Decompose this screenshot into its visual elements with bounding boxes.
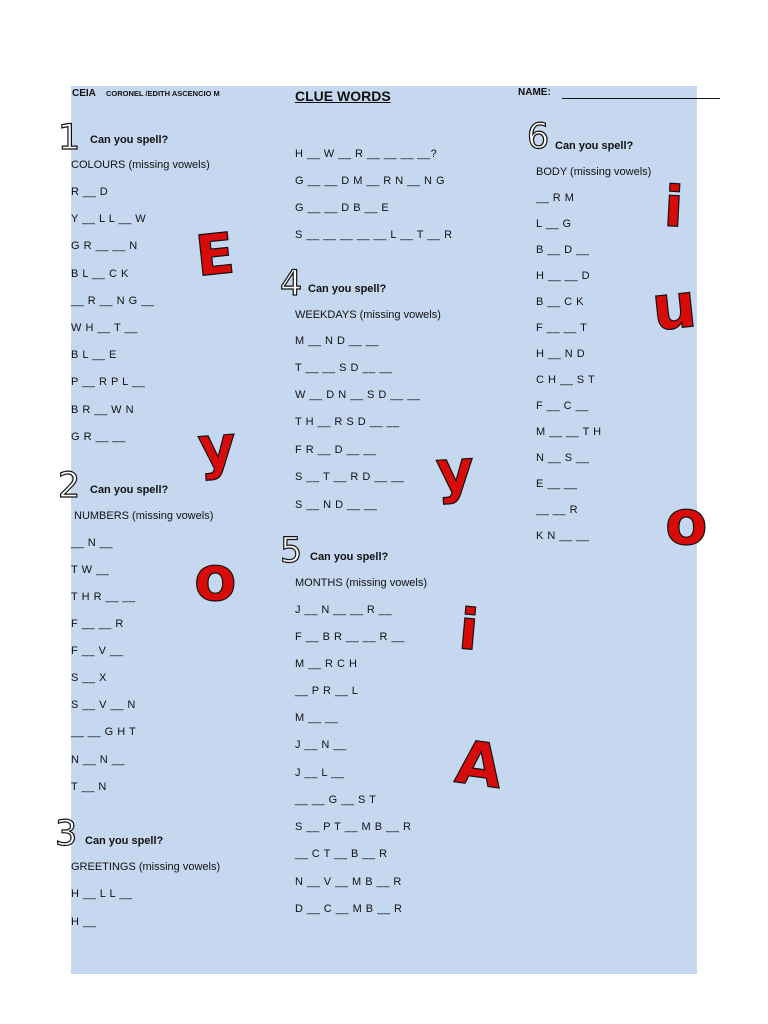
decorative-letter-o: o (665, 486, 708, 559)
section-6-item: B __ D __ (536, 244, 590, 256)
section-3-item: H __ W __ R __ __ __ __? (295, 148, 438, 160)
decorative-letter-y: y (434, 436, 476, 506)
section-2-item: T __ N (71, 781, 107, 793)
section-4-item: T H __ R S D __ __ (295, 416, 400, 428)
section-1-category: COLOURS (missing vowels) (71, 159, 210, 171)
section-4-item: M __ N D __ __ (295, 335, 380, 347)
worksheet-background (71, 86, 700, 974)
section-4-category: WEEKDAYS (missing vowels) (295, 309, 441, 321)
section-1-item: B L __ E (71, 349, 117, 361)
section-6-item: M __ __ T H (536, 426, 602, 438)
section-6-item: C H __ S T (536, 374, 596, 386)
section-6-item: B __ C K (536, 296, 585, 308)
section-6-item: H __ __ D (536, 270, 591, 282)
decorative-letter-e: E (192, 221, 238, 290)
section-6-item: __ R M (536, 192, 575, 204)
section-1-item: B R __ W N (71, 404, 135, 416)
section-3-item: S __ __ __ __ __ L __ T __ R (295, 229, 453, 241)
section-3-category: GREETINGS (missing vowels) (71, 861, 221, 873)
section-5-item: S __ P T __ M B __ R (295, 821, 412, 833)
section-1-item: Y __ L L __ W (71, 213, 147, 225)
section-5-item: __ __ G __ S T (295, 794, 377, 806)
section-5-item: __ C T __ B __ R (295, 848, 388, 860)
section-5-item: J __ N __ __ R __ (295, 604, 393, 616)
section-1-item: B L __ C K (71, 268, 129, 280)
section-3-prompt: Can you spell? (85, 835, 164, 847)
section-3-item: H __ L L __ (71, 888, 133, 900)
section-6-number: 6 (527, 117, 550, 157)
section-4-item: F R __ D __ __ (295, 444, 377, 456)
section-5-item: N __ V __ M B __ R (295, 876, 402, 888)
section-1-item: P __ R P L __ (71, 376, 146, 388)
section-1-number: 1 (58, 118, 81, 158)
section-5-item: D __ C __ M B __ R (295, 903, 403, 915)
section-1-prompt: Can you spell? (90, 134, 169, 146)
section-2-item: F __ V __ (71, 645, 124, 657)
section-4-item: S __ N D __ __ (295, 499, 378, 511)
section-6-item: E __ __ (536, 478, 578, 490)
section-6-item: K N __ __ (536, 530, 590, 542)
section-3-item: G __ __ D B __ E (295, 202, 390, 214)
decorative-letter-i: i (662, 174, 685, 241)
section-5-item: J __ L __ (295, 767, 345, 779)
section-1-item: G R __ __ (71, 431, 126, 443)
section-6-prompt: Can you spell? (555, 140, 634, 152)
section-2-item: S __ X (71, 672, 108, 684)
teacher-name: CORONEL /EDITH ASCENCIO M (106, 89, 220, 98)
section-3-item: G __ __ D M __ R N __ N G (295, 175, 446, 187)
section-4-item: T __ __ S D __ __ (295, 362, 393, 374)
section-6-category: BODY (missing vowels) (536, 166, 652, 178)
section-5-item: J __ N __ (295, 739, 347, 751)
name-field-line[interactable] (562, 98, 720, 99)
section-3-item: H __ (71, 916, 97, 928)
section-5-number: 5 (280, 531, 303, 571)
section-6-item: L __ G (536, 218, 572, 230)
decorative-letter-i: i (456, 597, 482, 664)
page-title: CLUE WORDS (295, 88, 391, 104)
section-6-item: H __ N D (536, 348, 586, 360)
section-2-prompt: Can you spell? (90, 484, 169, 496)
section-2-item: __ N __ (71, 537, 114, 549)
section-6-item: F __ C __ (536, 400, 589, 412)
section-5-item: F __ B R __ __ R __ (295, 631, 405, 643)
section-6-item: F __ __ T (536, 322, 588, 334)
section-2-item: F __ __ R (71, 618, 124, 630)
school-name: CEIA (72, 88, 96, 99)
section-3-number: 3 (55, 814, 78, 854)
section-6-item: N __ S __ (536, 452, 590, 464)
decorative-letter-o: o (194, 542, 237, 615)
section-5-item: M __ R C H (295, 658, 358, 670)
decorative-letter-y: y (195, 411, 239, 483)
section-6-item: __ __ R (536, 504, 579, 516)
decorative-letter-a: A (451, 727, 508, 803)
section-2-item: T H R __ __ (71, 591, 136, 603)
section-2-item: N __ N __ (71, 754, 126, 766)
section-2-category: NUMBERS (missing vowels) (74, 510, 214, 522)
section-1-item: R __ D (71, 186, 109, 198)
decorative-letter-u: u (648, 267, 700, 346)
section-5-category: MONTHS (missing vowels) (295, 577, 428, 589)
section-4-number: 4 (280, 264, 303, 304)
section-2-number: 2 (58, 466, 81, 506)
section-5-item: __ P R __ L (295, 685, 359, 697)
section-5-prompt: Can you spell? (310, 551, 389, 563)
section-1-item: W H __ T __ (71, 322, 138, 334)
section-4-item: S __ T __ R D __ __ (295, 471, 405, 483)
section-2-item: S __ V __ N (71, 699, 136, 711)
section-2-item: T W __ (71, 564, 110, 576)
section-4-prompt: Can you spell? (308, 283, 387, 295)
name-label: NAME: (518, 87, 551, 98)
section-5-item: M __ __ (295, 712, 339, 724)
section-4-item: W __ D N __ S D __ __ (295, 389, 421, 401)
section-1-item: __ R __ N G __ (71, 295, 155, 307)
section-2-item: __ __ G H T (71, 726, 137, 738)
section-1-item: G R __ __ N (71, 240, 138, 252)
